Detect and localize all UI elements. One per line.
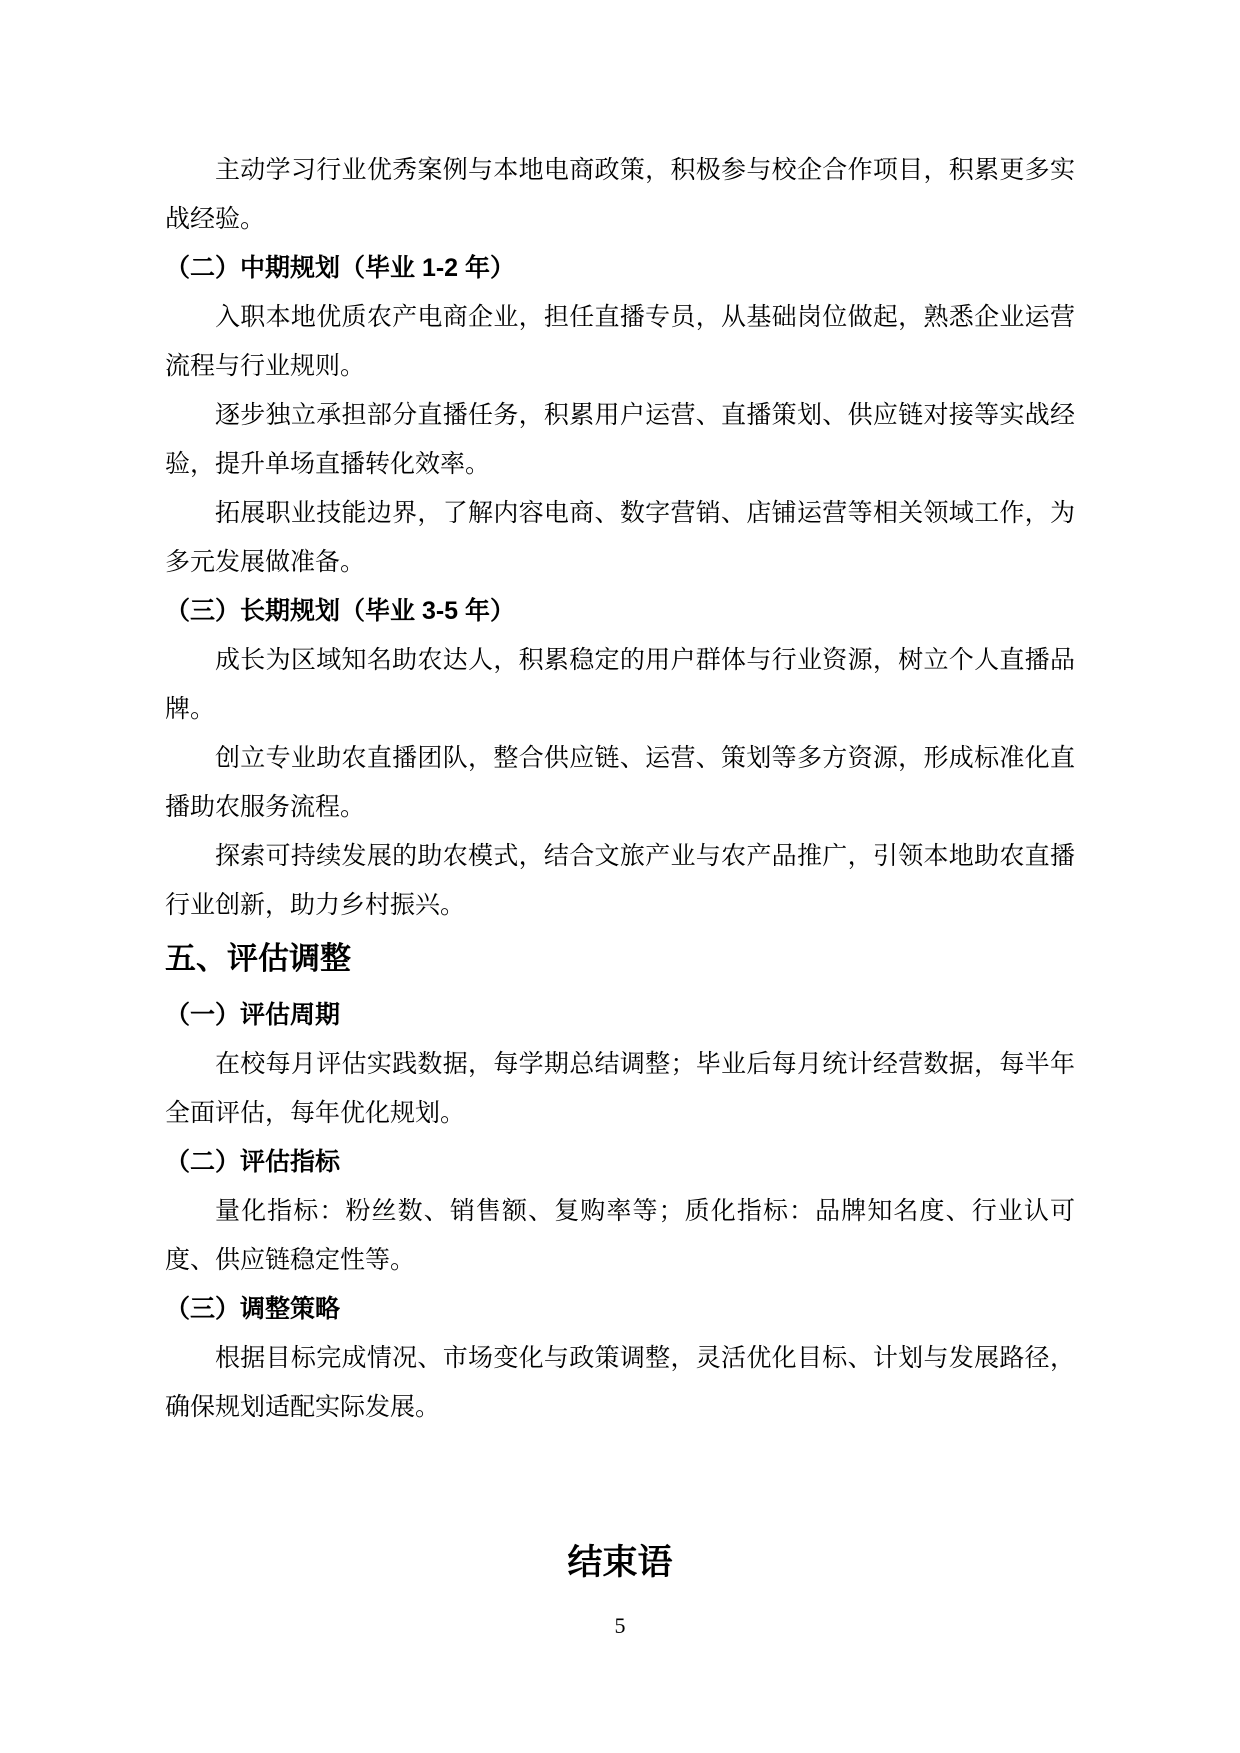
paragraph-evaluation-cycle: 在校每月评估实践数据，每学期总结调整；毕业后每月统计经营数据，每半年全面评估，每年优化规划。 <box>165 1051 1075 1127</box>
heading-long-term-plan: （三）长期规划（毕业 3-5 年） <box>165 597 516 625</box>
heading-evaluation-adjustment: 五、评估调整 <box>165 941 351 976</box>
page-number: 5 <box>614 1613 626 1638</box>
document-body <box>165 146 1075 1587</box>
heading-mid-term-plan: （二）中期规划（毕业 1-2 年） <box>165 254 516 282</box>
paragraph-learning-cases: 主动学习行业优秀案例与本地电商政策，积极参与校企合作项目，积累更多实战经验。 <box>165 157 1075 233</box>
closing-heading: 结束语 <box>567 1543 673 1582</box>
paragraph-join-company: 入职本地优质农产电商企业，担任直播专员，从基础岗位做起，熟悉企业运营流程与行业规则。 <box>165 304 1075 380</box>
paragraph-independent-tasks: 逐步独立承担部分直播任务，积累用户运营、直播策划、供应链对接等实战经验，提升单场直播转化效率。 <box>165 402 1075 478</box>
heading-evaluation-metrics: （二）评估指标 <box>165 1148 341 1176</box>
paragraph-found-team: 创立专业助农直播团队，整合供应链、运营、策划等多方资源，形成标准化直播助农服务流程。 <box>165 745 1075 821</box>
heading-evaluation-cycle: （一）评估周期 <box>165 1001 341 1029</box>
paragraph-evaluation-metrics: 量化指标：粉丝数、销售额、复购率等；质化指标：品牌知名度、行业认可度、供应链稳定性等。 <box>165 1198 1075 1274</box>
paragraph-sustainable-model: 探索可持续发展的助农模式，结合文旅产业与农产品推广，引领本地助农直播行业创新，助力乡村振兴。 <box>165 843 1075 919</box>
paragraph-adjustment-strategy: 根据目标完成情况、市场变化与政策调整，灵活优化目标、计划与发展路径，确保规划适配实际发展。 <box>165 1345 1075 1421</box>
heading-adjustment-strategy: （三）调整策略 <box>165 1295 341 1323</box>
paragraph-regional-influencer: 成长为区域知名助农达人，积累稳定的用户群体与行业资源，树立个人直播品牌。 <box>165 647 1075 723</box>
paragraph-expand-skills: 拓展职业技能边界，了解内容电商、数字营销、店铺运营等相关领域工作，为多元发展做准备。 <box>165 500 1075 576</box>
